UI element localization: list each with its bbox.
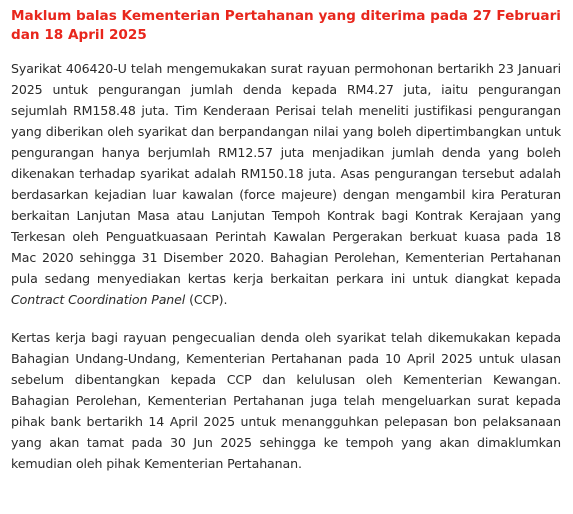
paragraph-1 xyxy=(11,58,561,310)
document-page xyxy=(11,7,561,474)
paragraph-1-text-end: (CCP). xyxy=(185,292,228,307)
paragraph-2: Kertas kerja bagi rayuan pengecualian denda oleh syarikat telah dikemukakan kepada Bahagian Undang-Undang, Kementerian Pertahanan pada 10 April 2025 untuk ulasan sebelum dibentangkan kepada CCP dan kelulusan oleh Kementerian Kewangan. Bahagian Perolehan, Kementerian Pertahanan juga telah mengeluarkan surat kepada pihak bank bertarikh 14 April 2025 untuk menangguhkan pelepasan bon pelaksanaan yang akan tamat pada 30 Jun 2025 sehingga ke tempoh yang akan dimaklumkan kemudian oleh pihak Kementerian Pertahanan. xyxy=(11,330,561,471)
document-heading: Maklum balas Kementerian Pertahanan yang diterima pada 27 Februari dan 18 April 2025 xyxy=(11,8,561,43)
paragraph-1-text-start: Syarikat 406420-U telah mengemukakan surat rayuan permohonan bertarikh 23 Januari 2025 untuk pengurangan jumlah denda kepada RM4.27 juta, iaitu pengurangan sejumlah RM158.48 juta. Tim Kenderaan Perisai telah meneliti justifikasi pengurangan yang diberikan oleh syarikat dan berpandangan nilai yang boleh dipertimbangkan untuk pengurangan hanya berjumlah RM12.57 juta menjadikan jumlah denda yang boleh dikenakan terhadap syarikat adalah RM150.18 juta. Asas pengurangan tersebut adalah berdasarkan kejadian luar kawalan (force majeure) dengan mengambil kira Peraturan berkaitan Lanjutan Masa atau Lanjutan Tempoh Kontrak bagi Kontrak Kerajaan yang Terkesan oleh Penguatkuasaan Perintah Kawalan Pergerakan berkuat kuasa pada 18 Mac 2020 sehingga 31 Disember 2020. Bahagian Perolehan, Kementerian Pertahanan pula sedang menyediakan kertas kerja berkaitan perkara ini untuk diangkat kepada xyxy=(11,61,561,286)
contract-coordination-panel-term: Contract Coordination Panel xyxy=(11,292,186,307)
